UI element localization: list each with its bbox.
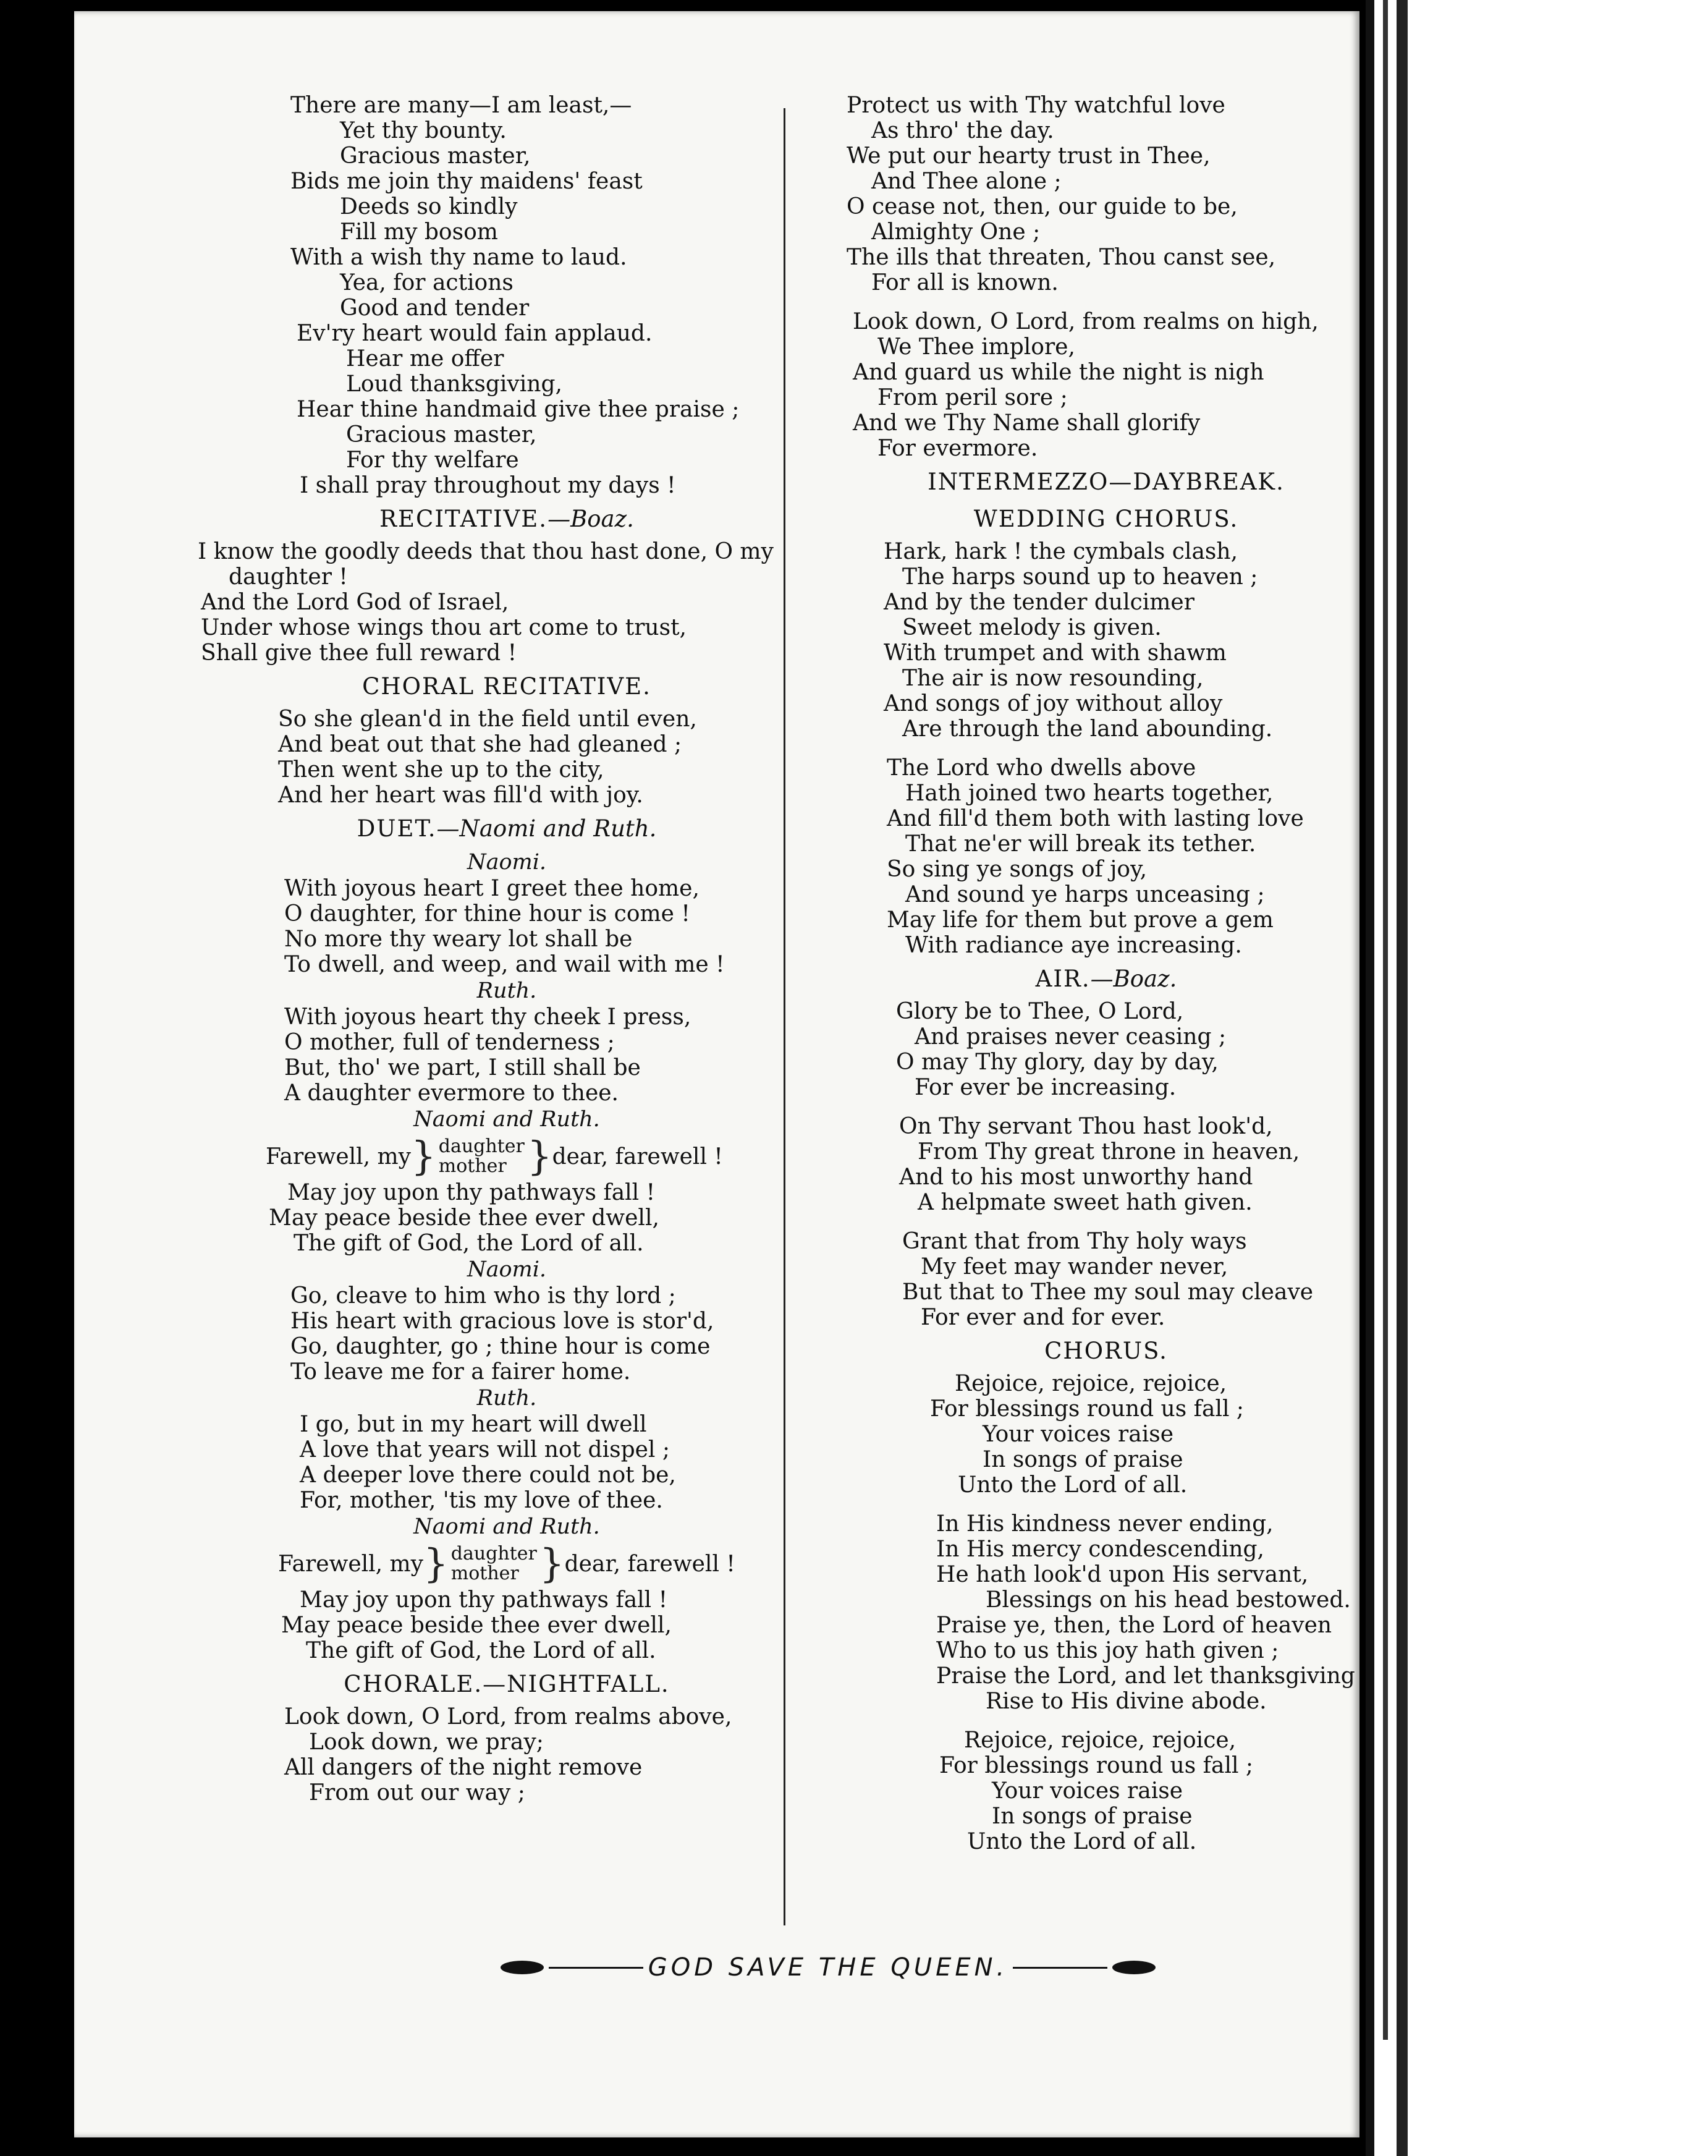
verse-line: Unto the Lord of all. [967, 1829, 1197, 1854]
verse-line: Rejoice, rejoice, rejoice, [955, 1371, 1227, 1396]
verse-line: For evermore. [877, 436, 1038, 461]
verse-line: I shall pray throughout my days ! [300, 473, 676, 498]
speaker-label: Naomi and Ruth. [413, 1107, 600, 1132]
verse-line: As thro' the day. [871, 118, 1054, 143]
verse-line: And we Thy Name shall glorify [853, 410, 1201, 436]
daughter-mother-choice [436, 1137, 527, 1176]
footer [501, 1953, 1156, 1982]
verse-line: Your voices raise [992, 1778, 1183, 1804]
heading-speaker: —Boaz. [1090, 966, 1177, 992]
daughter-mother-choice [449, 1544, 539, 1584]
verse-line: The gift of God, the Lord of all. [294, 1231, 644, 1256]
verse-line: Hark, hark ! the cymbals clash, [884, 539, 1238, 564]
verse-line: But that to Thee my soul may cleave [902, 1280, 1314, 1305]
verse-line: And the Lord God of Israel, [201, 590, 509, 615]
verse-line: Yet thy bounty. [340, 118, 507, 143]
verse-line: Loud thanksgiving, [346, 371, 562, 397]
verse-line: May life for them but prove a gem [887, 907, 1274, 933]
verse-line: With joyous heart I greet thee home, [284, 876, 700, 901]
farewell-line [192, 1541, 822, 1587]
stanza-gap [847, 1714, 1366, 1728]
verse-line: In His kindness never ending, [936, 1511, 1274, 1537]
stanza-gap [847, 295, 1366, 309]
verse-line: O may Thy glory, day by day, [896, 1050, 1219, 1075]
stanza-gap [847, 742, 1366, 755]
verse-line: To dwell, and weep, and wail with me ! [284, 952, 725, 977]
farewell-before: Farewell, my [266, 1144, 412, 1169]
verse-line: In His mercy condescending, [936, 1537, 1264, 1562]
section-heading: CHORUS. [1044, 1338, 1168, 1364]
verse-line: He hath look'd upon His servant, [936, 1562, 1309, 1587]
verse-line: May peace beside thee ever dwell, [269, 1205, 659, 1231]
verse-line: Shall give thee full reward ! [201, 640, 517, 666]
verse-line: O mother, full of tenderness ; [284, 1030, 615, 1055]
verse-line: Hath joined two hearts together, [905, 781, 1274, 806]
left-ornament [501, 1961, 544, 1974]
verse-line: Bids me join thy maidens' feast [290, 169, 643, 194]
verse-line: O cease not, then, our guide to be, [847, 194, 1238, 219]
verse-line: Are through the land abounding. [902, 716, 1273, 742]
verse-line: His heart with gracious love is stor'd, [290, 1309, 714, 1334]
verse-line: With joyous heart thy cheek I press, [284, 1004, 691, 1030]
verse-line: There are many—I am least,— [290, 93, 632, 118]
stanza-gap [847, 1215, 1366, 1229]
choice-bottom: mother [450, 1563, 519, 1584]
left-column [192, 93, 822, 1806]
verse-line: The air is now resounding, [902, 666, 1204, 691]
speaker-label: Naomi. [467, 850, 547, 875]
footer-rule-left [549, 1967, 643, 1969]
verse-line: With trumpet and with shawm [884, 640, 1227, 666]
heading-speaker: —Naomi and Ruth. [436, 815, 657, 842]
verse-line: Look down, O Lord, from realms on high, [853, 309, 1319, 334]
verse-line: To leave me for a fairer home. [290, 1359, 631, 1385]
verse-line: And sound ye harps unceasing ; [905, 882, 1265, 907]
verse-line: For, mother, 'tis my love of thee. [300, 1488, 663, 1513]
verse-line: So sing ye songs of joy, [887, 857, 1148, 882]
verse-line: May joy upon thy pathways fall ! [300, 1587, 668, 1613]
verse-line: We Thee implore, [877, 334, 1075, 360]
stanza-gap [847, 1100, 1366, 1114]
verse-line: And Thee alone ; [871, 169, 1062, 194]
farewell-line [192, 1134, 822, 1179]
verse-line: From out our way ; [309, 1780, 525, 1806]
verse-line: From Thy great throne in heaven, [918, 1139, 1300, 1165]
verse-line: I go, but in my heart will dwell [300, 1412, 647, 1437]
speaker-label: Ruth. [476, 1386, 537, 1411]
verse-line: That ne'er will break its tether. [905, 831, 1256, 857]
verse-line: In songs of praise [992, 1804, 1193, 1829]
verse-line: A deeper love there could not be, [300, 1462, 676, 1488]
verse-line: For all is known. [871, 270, 1059, 295]
section-heading: AIR.—Boaz. [1035, 966, 1177, 992]
verse-line: Protect us with Thy watchful love [847, 93, 1225, 118]
verse-line: Fill my bosom [340, 219, 498, 245]
verse-line: Go, cleave to him who is thy lord ; [290, 1283, 676, 1309]
verse-line: For blessings round us fall ; [939, 1753, 1254, 1778]
verse-line: Rejoice, rejoice, rejoice, [964, 1728, 1237, 1753]
section-heading: RECITATIVE.—Boaz. [379, 506, 634, 532]
verse-line: Hear me offer [346, 346, 504, 371]
verse-line: Ev'ry heart would fain applaud. [297, 321, 653, 346]
verse-line: And guard us while the night is nigh [853, 360, 1264, 385]
verse-line: Praise ye, then, the Lord of heaven [936, 1613, 1332, 1638]
verse-line: But, tho' we part, I still shall be [284, 1055, 641, 1080]
verse-line: Hear thine handmaid give thee praise ; [297, 397, 740, 422]
verse-line: For thy welfare [346, 448, 519, 473]
farewell-after: dear, farewell ! [564, 1551, 735, 1577]
section-heading: CHORAL RECITATIVE. [362, 673, 651, 700]
verse-line: For ever and for ever. [921, 1305, 1165, 1330]
verse-line: Blessings on his head bestowed. [986, 1587, 1351, 1613]
verse-line: Praise the Lord, and let thanksgiving [936, 1663, 1355, 1689]
verse-line: The harps sound up to heaven ; [902, 564, 1258, 590]
verse-line: O daughter, for thine hour is come ! [284, 901, 690, 927]
verse-line: And her heart was fill'd with joy. [278, 783, 643, 808]
verse-line: No more thy weary lot shall be [284, 927, 633, 952]
verse-line: The gift of God, the Lord of all. [306, 1638, 656, 1663]
speaker-label: Ruth. [476, 978, 537, 1003]
section-heading: WEDDING CHORUS. [973, 506, 1239, 532]
right-column [847, 93, 1366, 1854]
verse-line: I know the goodly deeds that thou hast done, O my [198, 539, 774, 564]
verse-line: And to his most unworthy hand [899, 1165, 1253, 1190]
verse-line: And by the tender dulcimer [884, 590, 1194, 615]
verse-line: For blessings round us fall ; [930, 1396, 1245, 1422]
choice-top: daughter [450, 1543, 537, 1564]
verse-line: Gracious master, [340, 143, 531, 169]
right-ornament [1112, 1961, 1156, 1974]
verse-line: Good and tender [340, 295, 530, 321]
verse-line: The Lord who dwells above [887, 755, 1196, 781]
verse-line: Under whose wings thou art come to trust, [201, 615, 687, 640]
speaker-label: Naomi and Ruth. [413, 1514, 600, 1539]
verse-line: Then went she up to the city, [278, 757, 604, 783]
verse-line: And praises never ceasing ; [915, 1024, 1227, 1050]
brace-open: } [423, 1541, 449, 1587]
farewell-before: Farewell, my [278, 1551, 424, 1577]
verse-line: Look down, O Lord, from realms above, [284, 1704, 732, 1729]
verse-line: Who to us this joy hath given ; [936, 1638, 1279, 1663]
brace-open: } [411, 1134, 436, 1179]
section-heading: INTERMEZZO—DAYBREAK. [928, 469, 1285, 495]
section-heading: DUET.—Naomi and Ruth. [357, 815, 657, 842]
verse-line: Sweet melody is given. [902, 615, 1162, 640]
heading-speaker: —Boaz. [547, 506, 634, 532]
speaker-label: Naomi. [467, 1257, 547, 1282]
verse-line: With radiance aye increasing. [905, 933, 1242, 958]
footer-text: GOD SAVE THE QUEEN. [648, 1953, 1008, 1982]
verse-line: The ills that threaten, Thou canst see, [847, 245, 1276, 270]
verse-line: Rise to His divine abode. [986, 1689, 1267, 1714]
verse-line: A love that years will not dispel ; [300, 1437, 670, 1462]
verse-line: Almighty One ; [871, 219, 1041, 245]
verse-line: daughter ! [229, 564, 348, 590]
verse-line: May peace beside thee ever dwell, [281, 1613, 672, 1638]
choice-top: daughter [438, 1135, 525, 1157]
verse-line: Your voices raise [983, 1422, 1174, 1447]
brace-close: } [526, 1134, 552, 1179]
verse-line: My feet may wander never, [921, 1254, 1228, 1280]
footer-rule-right [1013, 1967, 1107, 1969]
verse-line: Grant that from Thy holy ways [902, 1229, 1247, 1254]
section-heading: CHORALE.—NIGHTFALL. [344, 1671, 670, 1697]
verse-line: All dangers of the night remove [284, 1755, 643, 1780]
verse-line: Gracious master, [346, 422, 537, 448]
verse-line: In songs of praise [983, 1447, 1183, 1472]
verse-line: May joy upon thy pathways fall ! [287, 1180, 656, 1205]
verse-line: From peril sore ; [877, 385, 1068, 410]
farewell-after: dear, farewell ! [552, 1144, 723, 1169]
verse-line: Yea, for actions [340, 270, 514, 295]
stanza-gap [847, 1498, 1366, 1511]
verse-line: For ever be increasing. [915, 1075, 1177, 1100]
verse-line: With a wish thy name to laud. [290, 245, 627, 270]
verse-line: On Thy servant Thou hast look'd, [899, 1114, 1273, 1139]
choice-bottom: mother [438, 1155, 507, 1177]
verse-line: And fill'd them both with lasting love [887, 806, 1304, 831]
verse-line: We put our hearty trust in Thee, [847, 143, 1211, 169]
verse-line: Go, daughter, go ; thine hour is come [290, 1334, 711, 1359]
verse-line: Glory be to Thee, O Lord, [896, 999, 1184, 1024]
verse-line: Deeds so kindly [340, 194, 518, 219]
verse-line: So she glean'd in the field until even, [278, 707, 697, 732]
verse-line: A helpmate sweet hath given. [918, 1190, 1253, 1215]
verse-line: A daughter evermore to thee. [284, 1080, 619, 1106]
brace-close: } [539, 1541, 565, 1587]
verse-line: Unto the Lord of all. [958, 1472, 1188, 1498]
verse-line: Look down, we pray; [309, 1729, 544, 1755]
adjacent-page-edge [1366, 0, 1708, 2156]
verse-line: And songs of joy without alloy [884, 691, 1223, 716]
verse-line: And beat out that she had gleaned ; [278, 732, 682, 757]
